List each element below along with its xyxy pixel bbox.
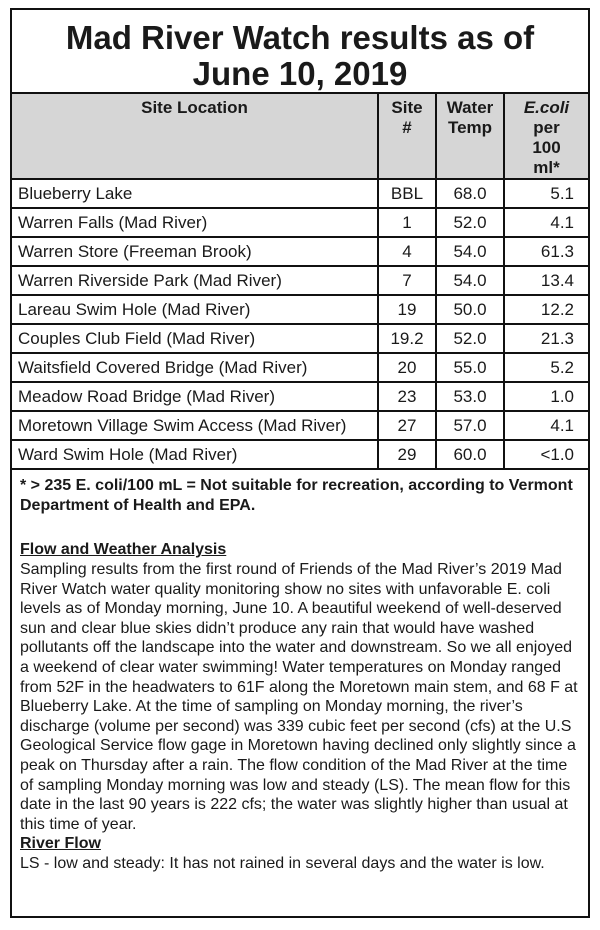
title-line-2: June 10, 2019	[192, 55, 408, 92]
header-site-number: Site #	[378, 93, 436, 179]
title-line-1: Mad River Watch results as of	[65, 19, 535, 56]
river-flow-heading: River Flow	[20, 835, 101, 853]
header-site-location: Site Location	[12, 93, 378, 179]
site-number-cell: 19	[378, 295, 436, 324]
analysis-body: Sampling results from the first round of Friends of the Mad River’s 2019 Mad River Watch water quality monitoring show no sites with unfavorable E. coli levels as of Monday morning, June 10. A beautiful weekend of well-deserved sun and clear blue skies didn’t produce any rain that would have washed pollutants off the landscape into the water and downstream. So we all enjoyed a weekend of clear water swimming! Water temperatures on Monday ranged from 52F in the headwaters to 61F along the Moretown main stem, and 68 F at Blueberry Lake. At the time of sampling on Monday morning, the river’s discharge (volume per second) was 339 cubic feet per second (cfs) at the U.S Geological Service flow gage in Moretown having declined only slightly since a peak on Thursday after a rain. The flow condition of the Mad River at the time of sampling Monday morning was low and steady (LS). The mean flow for this date in the last 90 years is 222 cfs; the water was slightly higher than usual at this time of year.	[20, 561, 578, 833]
water-temp-cell: 60.0	[436, 440, 504, 469]
header-ecoli: E.coli per 100 ml*	[504, 93, 588, 179]
river-flow-body: LS - low and steady: It has not rained in several days and the water is low.	[20, 855, 545, 873]
site-number-cell: 7	[378, 266, 436, 295]
table-header-row	[12, 93, 588, 179]
results-table	[12, 92, 588, 470]
site-location-cell: Couples Club Field (Mad River)	[12, 324, 378, 353]
site-location-cell: Lareau Swim Hole (Mad River)	[12, 295, 378, 324]
table-row	[12, 440, 588, 469]
site-location-cell: Moretown Village Swim Access (Mad River)	[12, 411, 378, 440]
footnote: * > 235 E. coli/100 mL = Not suitable for recreation, according to Vermont Department of Health and EPA.	[20, 477, 573, 514]
site-location-cell: Meadow Road Bridge (Mad River)	[12, 382, 378, 411]
ecoli-cell: <1.0	[504, 440, 588, 469]
results-panel	[10, 8, 590, 918]
table-row	[12, 208, 588, 237]
site-number-cell: 27	[378, 411, 436, 440]
ecoli-cell: 4.1	[504, 208, 588, 237]
site-location-cell: Warren Riverside Park (Mad River)	[12, 266, 378, 295]
water-temp-cell: 54.0	[436, 266, 504, 295]
water-temp-cell: 54.0	[436, 237, 504, 266]
water-temp-cell: 57.0	[436, 411, 504, 440]
table-row	[12, 353, 588, 382]
water-temp-cell: 68.0	[436, 179, 504, 208]
analysis-section	[20, 540, 582, 874]
site-location-cell: Blueberry Lake	[12, 179, 378, 208]
site-number-cell: BBL	[378, 179, 436, 208]
analysis-heading: Flow and Weather Analysis	[20, 541, 227, 558]
site-number-cell: 19.2	[378, 324, 436, 353]
site-number-cell: 20	[378, 353, 436, 382]
site-number-cell: 1	[378, 208, 436, 237]
table-row	[12, 295, 588, 324]
ecoli-cell: 12.2	[504, 295, 588, 324]
table-row	[12, 411, 588, 440]
ecoli-cell: 5.1	[504, 179, 588, 208]
site-number-cell: 4	[378, 237, 436, 266]
water-temp-cell: 52.0	[436, 208, 504, 237]
ecoli-cell: 13.4	[504, 266, 588, 295]
site-location-cell: Waitsfield Covered Bridge (Mad River)	[12, 353, 378, 382]
table-row	[12, 179, 588, 208]
water-temp-cell: 55.0	[436, 353, 504, 382]
page-title	[12, 10, 588, 92]
ecoli-cell: 5.2	[504, 353, 588, 382]
table-row	[12, 324, 588, 353]
site-location-cell: Warren Falls (Mad River)	[12, 208, 378, 237]
table-row	[12, 382, 588, 411]
water-temp-cell: 53.0	[436, 382, 504, 411]
site-location-cell: Warren Store (Freeman Brook)	[12, 237, 378, 266]
ecoli-cell: 21.3	[504, 324, 588, 353]
water-temp-cell: 52.0	[436, 324, 504, 353]
site-number-cell: 23	[378, 382, 436, 411]
ecoli-cell: 61.3	[504, 237, 588, 266]
ecoli-cell: 1.0	[504, 382, 588, 411]
site-location-cell: Ward Swim Hole (Mad River)	[12, 440, 378, 469]
header-water-temp: Water Temp	[436, 93, 504, 179]
table-row	[12, 266, 588, 295]
ecoli-cell: 4.1	[504, 411, 588, 440]
water-temp-cell: 50.0	[436, 295, 504, 324]
site-number-cell: 29	[378, 440, 436, 469]
table-row	[12, 237, 588, 266]
